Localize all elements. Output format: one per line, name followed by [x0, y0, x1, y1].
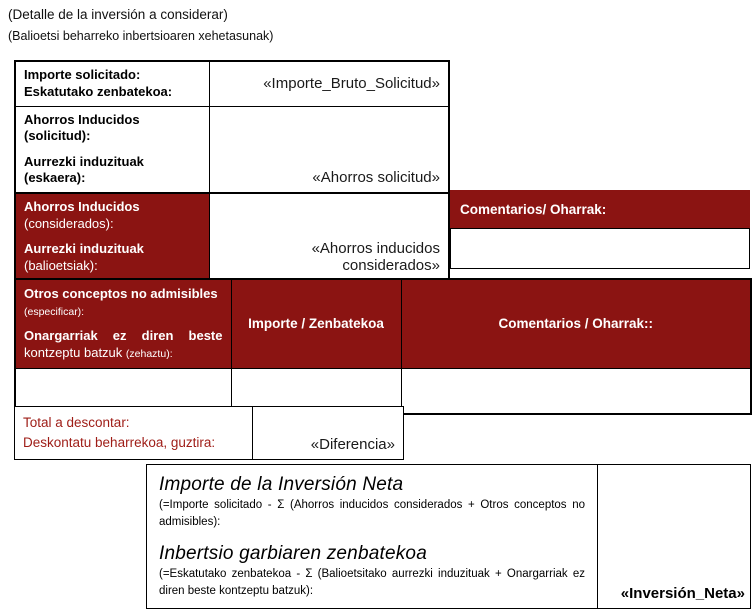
importe-solicitado-label-cell: [15, 61, 209, 106]
otros-conceptos-header-cell: [15, 279, 231, 368]
inversion-neta-table: [146, 464, 751, 609]
inversion-neta-formula-es: (=Importe solicitado - Σ (Ahorros inducidos considerados + Otros conceptos no admisibles):: [159, 499, 585, 529]
importe-solicitado-label-eu: Eskatutako zenbatekoa:: [24, 83, 173, 99]
table-row: [15, 407, 404, 460]
inversion-neta-field[interactable]: «Inversión_Neta»: [598, 465, 751, 609]
importe-table: [14, 60, 450, 282]
inversion-neta-formula-eu: (=Eskatutako zenbatekoa - Σ (Balioetsitako aurrezki induzituak + Onargarriak ez diren beste kontzeptu batzuk):: [159, 567, 585, 597]
table-row: [15, 61, 449, 106]
total-descontar-label-cell: [15, 407, 253, 460]
page-subtitle-es: (Detalle de la inversión a considerar): [8, 7, 228, 22]
importe-zenbatekoa-header-cell: Importe / Zenbatekoa: [231, 279, 401, 368]
total-descontar-label-eu: Deskontatu beharrekoa, guztira:: [23, 435, 216, 451]
total-descontar-label-es: Total a descontar:: [23, 415, 130, 430]
ahorros-considerados-field[interactable]: «Ahorros inducidos considerados»: [209, 193, 449, 281]
diferencia-field[interactable]: «Diferencia»: [253, 407, 404, 460]
table-row: [147, 465, 751, 609]
comentarios-input-cell[interactable]: [450, 228, 750, 269]
page-subtitle-eu: (Balioetsi beharreko inbertsioaren xehetasunak): [8, 29, 274, 43]
comentarios-header: [450, 190, 750, 228]
importe-solicitado-label-es: Importe solicitado:: [24, 67, 141, 82]
ahorros-considerados-label-es: Ahorros Inducidos (considerados):: [24, 199, 140, 231]
comentarios-header-label: Comentarios/ Oharrak:: [460, 201, 607, 217]
table-header-row: [15, 279, 751, 368]
total-descontar-table: [14, 406, 404, 460]
table-row: [15, 106, 449, 193]
importe-bruto-solicitud-field[interactable]: «Importe_Bruto_Solicitud»: [209, 61, 449, 106]
inversion-neta-title-eu: Inbertsio garbiaren zenbatekoa: [159, 542, 427, 564]
inversion-neta-description-cell: [147, 465, 598, 609]
ahorros-solicitud-field[interactable]: «Ahorros solicitud»: [209, 106, 449, 193]
ahorros-solicitud-label-eu: Aurrezki induzituak (eskaera):: [24, 153, 144, 186]
comentarios-oharrak-header-cell: Comentarios / Oharrak::: [401, 279, 751, 368]
table-row: [15, 193, 449, 281]
ahorros-considerados-label-cell: [15, 193, 209, 281]
inversion-neta-title-es: Importe de la Inversión Neta: [159, 474, 404, 495]
otros-conceptos-table: [14, 278, 752, 415]
ahorros-solicitud-label-es: Ahorros Inducidos (solicitud):: [24, 111, 140, 144]
ahorros-solicitud-label-cell: [15, 106, 209, 193]
otros-conceptos-label-eu: Onargarriak ez diren beste kontzeptu batzuk (zehaztu):: [24, 327, 223, 360]
otros-conceptos-label-es: Otros conceptos no admisibles (especificar):: [24, 286, 218, 318]
ahorros-considerados-label-eu: Aurrezki induzituak (balioetsiak):: [24, 241, 144, 273]
otros-comentarios-input-cell[interactable]: [401, 368, 751, 414]
